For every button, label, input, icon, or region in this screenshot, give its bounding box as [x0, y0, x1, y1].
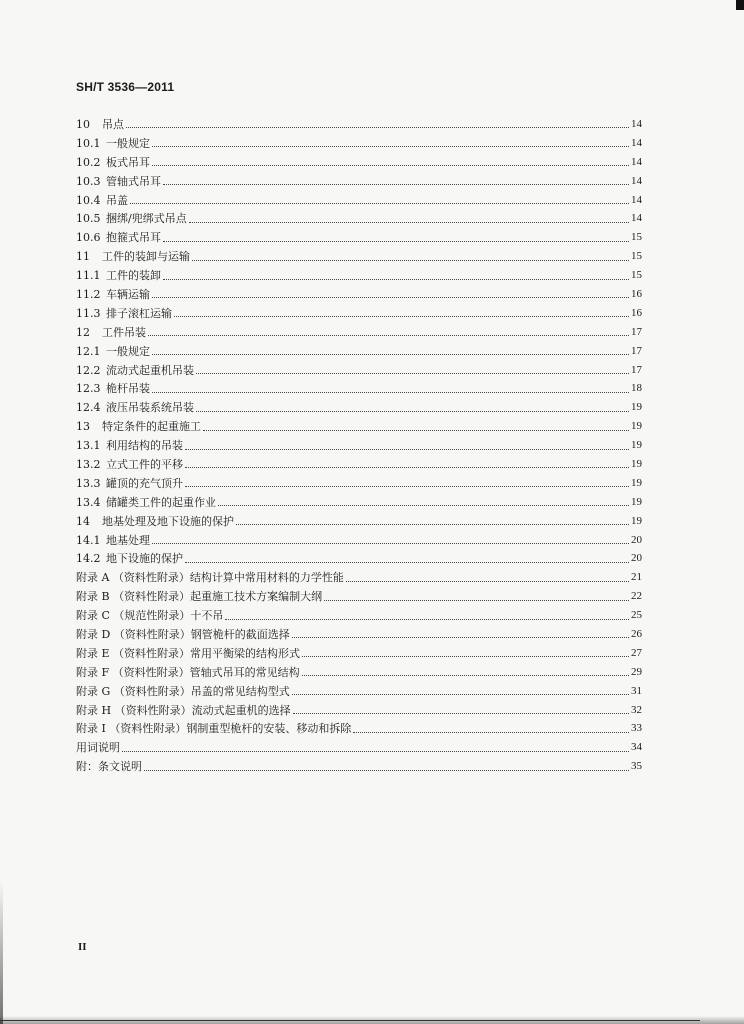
toc-dot-leader: [218, 504, 629, 506]
toc-entry-title: 工件的装卸与运输: [102, 250, 190, 264]
toc-entry: [76, 115, 642, 134]
toc-dot-leader: [152, 145, 629, 147]
toc-entry-page: 14: [631, 212, 642, 225]
scan-left-edge: [0, 880, 3, 1024]
toc-entry-number: 10.6: [76, 231, 101, 245]
toc-entry-title: 桅杆吊装: [106, 382, 150, 396]
toc-entry-number: 13.4: [76, 495, 101, 509]
toc-dot-leader: [346, 580, 629, 582]
toc-entry-page: 17: [631, 344, 642, 357]
toc-entry-page: 16: [631, 287, 642, 300]
toc-entry: [76, 587, 642, 606]
toc-entry-title: 附录 I （资料性附录）钢制重型桅杆的安装、移动和拆除: [76, 722, 352, 736]
toc-dot-leader: [122, 750, 629, 752]
toc-entry: [76, 455, 642, 474]
toc-dot-leader: [353, 731, 629, 733]
toc-entry: [76, 342, 642, 361]
toc-entry-number: 10.5: [76, 212, 101, 226]
toc-dot-leader: [185, 561, 629, 563]
toc-dot-leader: [144, 769, 629, 771]
toc-dot-leader: [152, 353, 629, 355]
toc-entry-title: 地基处理及地下设施的保护: [102, 514, 234, 528]
toc-entry-page: 19: [631, 495, 642, 508]
toc-entry-page: 20: [631, 533, 642, 546]
toc-entry-title: 抱箍式吊耳: [106, 231, 161, 245]
toc-entry-number: 14.2: [76, 552, 101, 566]
toc-dot-leader: [324, 599, 629, 601]
toc-entry-number: 14: [76, 514, 90, 528]
toc-entry-number: 12.3: [76, 382, 101, 396]
toc-entry-page: 19: [631, 401, 642, 414]
toc-dot-leader: [302, 674, 629, 676]
toc-entry-page: 19: [631, 439, 642, 452]
toc-dot-leader: [185, 448, 629, 450]
toc-dot-leader: [185, 485, 629, 487]
toc-entry-number: 14.1: [76, 533, 101, 547]
toc-entry-title: 附录 D （资料性附录）钢管桅杆的截面选择: [76, 627, 290, 641]
toc-entry: [76, 228, 642, 247]
toc-entry-number: 13.3: [76, 476, 101, 490]
toc-entry: [76, 417, 642, 436]
toc-dot-leader: [148, 334, 629, 336]
toc-entry-page: 18: [631, 382, 642, 395]
toc-entry-number: 12: [76, 325, 90, 339]
toc-entry-number: 13.1: [76, 439, 101, 453]
toc-entry: [76, 153, 642, 172]
toc-dot-leader: [163, 183, 629, 185]
toc-entry: [76, 398, 642, 417]
toc-entry: [76, 606, 642, 625]
toc-entry: [76, 361, 642, 380]
toc-entry-number: 12.4: [76, 401, 101, 415]
toc-dot-leader: [185, 466, 629, 468]
toc-entry: [76, 266, 642, 285]
toc-dot-leader: [152, 542, 629, 544]
toc-entry: [76, 379, 642, 398]
toc-entry-title: 工件吊装: [102, 325, 146, 339]
toc-entry-page: 33: [631, 722, 642, 735]
toc-entry-title: 流动式起重机吊装: [106, 363, 194, 377]
toc-dot-leader: [174, 315, 629, 317]
toc-entry-page: 15: [631, 250, 642, 263]
toc-entry-page: 14: [631, 174, 642, 187]
toc-entry-title: 附录 B （资料性附录）起重施工技术方案编制大纲: [76, 590, 323, 604]
toc-entry-page: 17: [631, 363, 642, 376]
toc-entry-number: 10.4: [76, 193, 101, 207]
toc-dot-leader: [130, 202, 629, 204]
toc-entry-title: 捆绑/兜绑式吊点: [106, 212, 187, 226]
page-number: II: [78, 941, 87, 953]
toc-dot-leader: [225, 618, 629, 620]
toc-entry: [76, 663, 642, 682]
toc-entry-title: 立式工件的平移: [106, 457, 183, 471]
toc-entry-title: 附录 E （资料性附录）常用平衡梁的结构形式: [76, 646, 301, 660]
toc-entry: [76, 493, 642, 512]
toc-entry-title: 一般规定: [106, 136, 150, 150]
toc-entry: [76, 625, 642, 644]
toc-entry: [76, 191, 642, 210]
toc-entry-page: 14: [631, 136, 642, 149]
toc-entry-page: 19: [631, 457, 642, 470]
toc-dot-leader: [163, 278, 629, 280]
toc-entry-number: 13: [76, 420, 90, 434]
toc-entry-title: 储罐类工件的起重作业: [106, 495, 216, 509]
toc-dot-leader: [152, 391, 629, 393]
toc-entry-title: 附录 G （资料性附录）吊盖的常见结构型式: [76, 684, 290, 698]
toc-entry-number: 13.2: [76, 457, 101, 471]
toc-entry-page: 19: [631, 420, 642, 433]
toc-entry-title: 罐顶的充气顶升: [106, 476, 183, 490]
toc-entry-title: 地下设施的保护: [106, 552, 183, 566]
toc-entry: [76, 738, 642, 757]
toc-entry-page: 29: [631, 665, 642, 678]
toc-entry: [76, 531, 642, 550]
toc-entry-title: 管轴式吊耳: [106, 174, 161, 188]
toc-entry-title: 地基处理: [106, 533, 150, 547]
toc-dot-leader: [203, 429, 629, 431]
toc-entry-title: 用词说明: [76, 741, 120, 755]
document-header: SH/T 3536—2011: [76, 80, 175, 94]
toc-entry-title: 附录 H （资料性附录）流动式起重机的选择: [76, 703, 291, 717]
toc-entry: [76, 172, 642, 191]
toc-entry: [76, 323, 642, 342]
toc-entry-number: 12.1: [76, 344, 101, 358]
toc-dot-leader: [152, 164, 629, 166]
toc-entry-page: 25: [631, 609, 642, 622]
toc-entry-page: 27: [631, 646, 642, 659]
toc-entry-title: 附录 C （规范性附录）十不吊: [76, 609, 224, 623]
scan-bottom-line: [0, 1020, 700, 1021]
toc-entry-page: 32: [631, 703, 642, 716]
toc-entry-title: 利用结构的吊装: [106, 439, 183, 453]
toc-entry: [76, 682, 642, 701]
toc-entry-page: 31: [631, 684, 642, 697]
toc-entry-page: 22: [631, 590, 642, 603]
toc-entry-page: 21: [631, 571, 642, 584]
toc-entry-title: 车辆运输: [106, 287, 150, 301]
toc-dot-leader: [293, 712, 629, 714]
toc-dot-leader: [163, 240, 629, 242]
toc-entry: [76, 247, 642, 266]
toc-entry-number: 11.2: [76, 287, 101, 301]
toc-entry-title: 附录 A （资料性附录）结构计算中常用材料的力学性能: [76, 571, 344, 585]
toc-entry-title: 附录 F （资料性附录）管轴式吊耳的常见结构: [76, 665, 300, 679]
toc-entry: [76, 134, 642, 153]
toc-entry-number: 11.1: [76, 269, 101, 283]
toc-entry-title: 吊点: [102, 117, 124, 131]
toc-dot-leader: [196, 410, 629, 412]
toc-entry-page: 26: [631, 627, 642, 640]
toc-entry-page: 17: [631, 325, 642, 338]
toc-entry: [76, 285, 642, 304]
toc-entry-title: 排子滚杠运输: [106, 306, 172, 320]
toc-entry-page: 14: [631, 155, 642, 168]
toc-dot-leader: [236, 523, 629, 525]
toc-entry: [76, 209, 642, 228]
toc-entry: [76, 304, 642, 323]
toc-entry: [76, 701, 642, 720]
toc-entry-page: 14: [631, 117, 642, 130]
toc-entry: [76, 644, 642, 663]
toc-entry-page: 19: [631, 514, 642, 527]
toc-entry: [76, 757, 642, 776]
toc-entry-title: 液压吊装系统吊装: [106, 401, 194, 415]
toc-entry-title: 板式吊耳: [106, 155, 150, 169]
toc-dot-leader: [292, 636, 629, 638]
toc-entry-page: 14: [631, 193, 642, 206]
toc-entry-number: 11.3: [76, 306, 101, 320]
toc-entry-title: 吊盖: [106, 193, 128, 207]
toc-entry: [76, 512, 642, 531]
toc-entry-title: 特定条件的起重施工: [102, 420, 201, 434]
toc-entry-page: 19: [631, 476, 642, 489]
toc-entry-number: 12.2: [76, 363, 101, 377]
toc-entry-page: 15: [631, 231, 642, 244]
toc-entry: [76, 474, 642, 493]
toc-entry-title: 工件的装卸: [106, 269, 161, 283]
toc-entry-page: 15: [631, 269, 642, 282]
toc-entry-page: 16: [631, 306, 642, 319]
toc-dot-leader: [292, 693, 629, 695]
toc-entry-number: 11: [76, 250, 90, 264]
toc-entry-number: 10.1: [76, 136, 101, 150]
toc-entry-title: 附：条文说明: [76, 760, 142, 774]
toc-dot-leader: [196, 372, 629, 374]
toc-dot-leader: [126, 126, 629, 128]
toc-entry-page: 20: [631, 552, 642, 565]
toc-entry-page: 34: [631, 741, 642, 754]
scan-corner-mark: [736, 0, 744, 10]
table-of-contents: [76, 115, 642, 776]
toc-entry-page: 35: [631, 760, 642, 773]
toc-entry: [76, 568, 642, 587]
toc-entry-number: 10.3: [76, 174, 101, 188]
toc-entry: [76, 720, 642, 739]
toc-dot-leader: [152, 296, 629, 298]
toc-dot-leader: [192, 259, 629, 261]
toc-entry-number: 10: [76, 117, 90, 131]
toc-entry-title: 一般规定: [106, 344, 150, 358]
toc-dot-leader: [189, 221, 629, 223]
toc-entry: [76, 549, 642, 568]
toc-dot-leader: [302, 655, 629, 657]
toc-entry: [76, 436, 642, 455]
toc-entry-number: 10.2: [76, 155, 101, 169]
